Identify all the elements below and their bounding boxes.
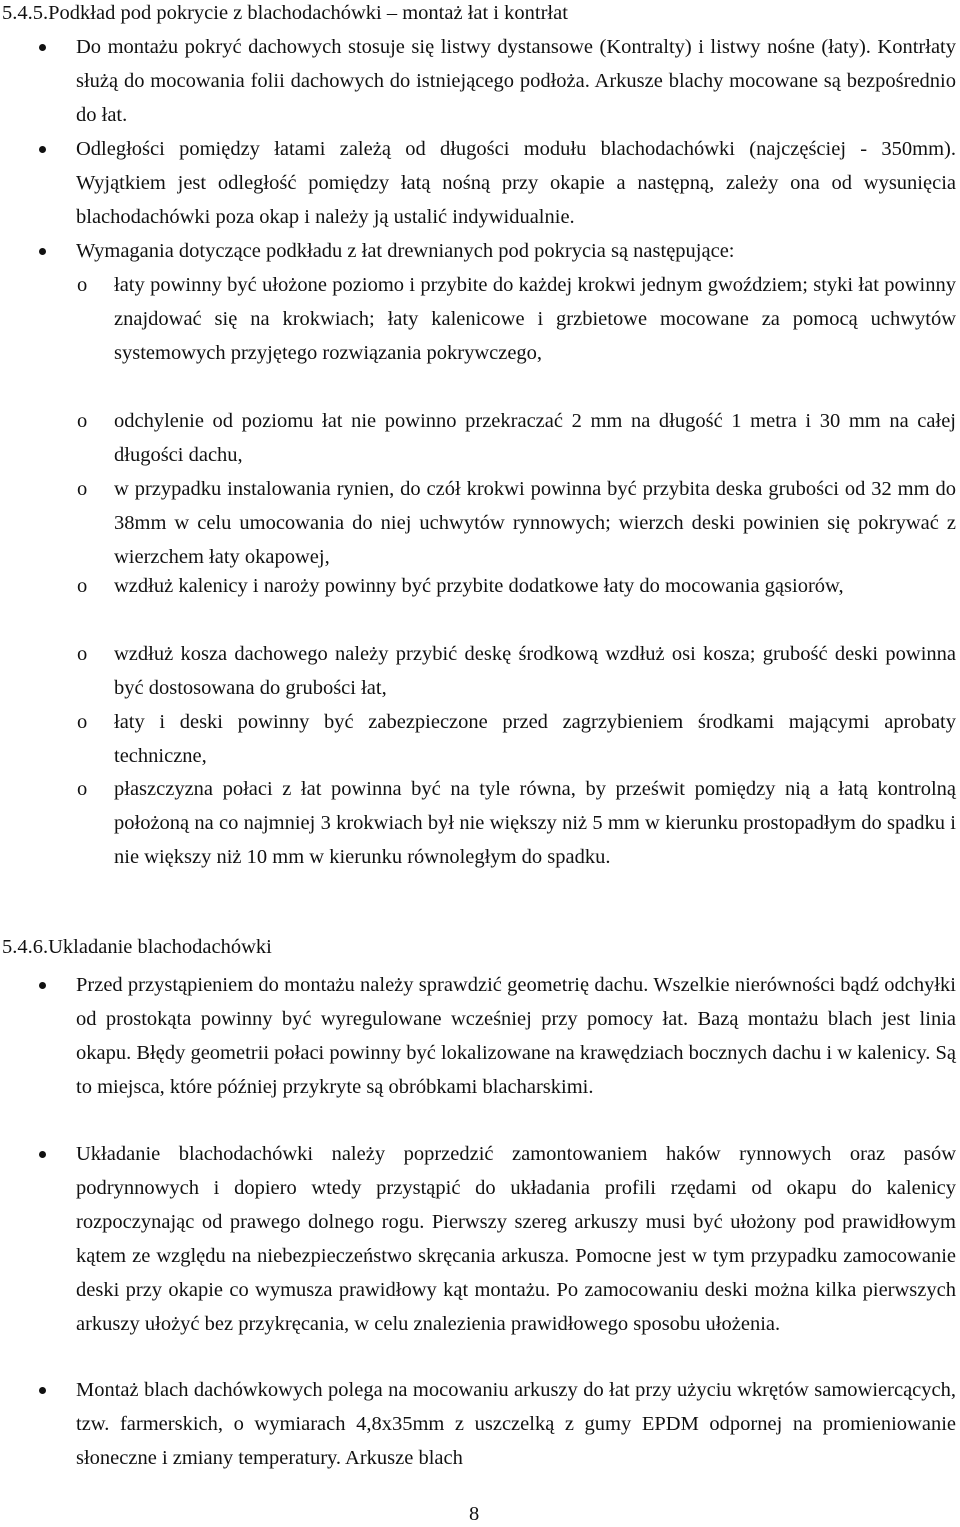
sub-list-item [77,637,956,705]
sub-list-text: odchylenie od poziomu łat nie powinno przekraczać 2 mm na długość 1 metra i 30 mm na całej długości dachu, [114,410,956,466]
sub-list-text: wzdłuż kosza dachowego należy przybić deskę środkową wzdłuż osi kosza; grubość deski powinna być dostosowana do grubości łat, [114,643,956,699]
bullet-dot-icon [39,1387,46,1394]
bullet-dot-icon [39,1151,46,1158]
bullet-dot-icon [39,982,46,989]
bullet-dot-icon [39,44,46,51]
section-heading-5-4-6: 5.4.6.Ukladanie blachodachówki [2,936,272,958]
bullet-paragraph [76,1373,956,1475]
sub-list-marker: o [77,274,88,296]
bullet-paragraph [76,234,956,268]
sub-list-text: wzdłuż kalenicy i naroży powinny być przybite dodatkowe łaty do mocowania gąsiorów, [114,575,844,597]
sub-list-marker: o [77,410,88,432]
sub-list-text: łaty powinny być ułożone poziomo i przybite do każdej krokwi jednym gwoździem; styki łat powinny znajdować się na krokwiach; łaty kalenicowe i grzbietowe mocowane za pomocą uchwytów systemowych przyjętego rozwiązania pokrywczego, [114,274,956,364]
bullet-text: Przed przystąpieniem do montażu należy sprawdzić geometrię dachu. Wszelkie nierówności bądź odchyłki od prostokąta powinny być wyregulowane wcześniej przy pomocy łat. Bazą montażu blach jest linia okapu. Błędy geometrii połaci powinny być lokalizowane na krawędziach bocznych dachu i w kalenicy. Są to miejsca, które później przykryte są obróbkami blacharskimi. [76,974,956,1098]
bullet-paragraph [76,968,956,1104]
bullet-paragraph [76,1137,956,1341]
bullet-text: Odległości pomiędzy łatami zależą od długości modułu blachodachówki (najczęściej - 350mm). Wyjątkiem jest odległość pomiędzy łatą nośną przy okapie a następną, zależy ona od wysunięcia blachodachówki poza okap i należy ją ustalić indywidualnie. [76,138,956,228]
sub-list-item [77,472,956,574]
sub-list-text: płaszczyzna połaci z łat powinna być na tyle równa, by prześwit pomiędzy nią a łatą kontrolną położoną na co najmniej 3 krokwiach był nie większy niż 5 mm w kierunku prostopadłym do spadku i nie większy niż 10 mm w kierunku równoległym do spadku. [114,778,956,868]
bullet-dot-icon [39,248,46,255]
bullet-paragraph [76,30,956,132]
page-number: 8 [469,1503,480,1525]
sub-list-marker: o [77,778,88,800]
sub-list-marker: o [77,643,88,665]
sub-list-text: łaty i deski powinny być zabezpieczone przed zagrzybieniem środkami mającymi aprobaty techniczne, [114,711,956,767]
bullet-text: Układanie blachodachówki należy poprzedzić zamontowaniem haków rynnowych oraz pasów podrynnowych i dopiero wtedy przystąpić do układania profili rzędami od okapu do kalenicy rozpoczynając od prawego dolnego rogu. Pierwszy szereg arkuszy musi być ułożony pod prawidłowym kątem ze względu na niebezpieczeństwo skręcania arkusza. Pomocne jest w tym przypadku zamocowanie deski przy okapie co wymusza prawidłowy kąt montażu. Po zamocowaniu deski można kilka pierwszych arkuszy ułożyć bez przykręcania, w celu znalezienia prawidłowego sposobu ułożenia. [76,1143,956,1335]
section-heading-5-4-5: 5.4.5.Podkład pod pokrycie z blachodachówki – montaż łat i kontrłat [2,2,568,24]
bullet-text: Montaż blach dachówkowych polega na mocowaniu arkuszy do łat przy użyciu wkrętów samowiercących, tzw. farmerskich, o wymiarach 4,8x35mm z uszczelką z gumy EPDM odpornej na promieniowanie słoneczne i zmiany temperatury. Arkusze blach [76,1379,956,1469]
sub-list-marker: o [77,478,88,500]
sub-list-text: w przypadku instalowania rynien, do czół krokwi powinna być przybita deska grubości od 32 mm do 38mm w celu umocowania do niej uchwytów rynnowych; wierzch deski powinien się pokrywać z wierzchem łaty okapowej, [114,478,956,568]
bullet-text: Wymagania dotyczące podkładu z łat drewnianych pod pokrycia są następujące: [76,240,735,262]
sub-list-item [77,705,956,773]
sub-list-marker: o [77,575,88,597]
bullet-dot-icon [39,146,46,153]
sub-list-marker: o [77,711,88,733]
bullet-paragraph [76,132,956,234]
sub-list-item [77,404,956,472]
sub-list-item [77,772,956,874]
sub-list-item [77,268,956,370]
sub-list-item [77,569,956,603]
bullet-text: Do montażu pokryć dachowych stosuje się listwy dystansowe (Kontralty) i listwy nośne (łaty). Kontrłaty służą do mocowania folii dachowych do istniejącego podłoża. Arkusze blachy mocowane są bezpośrednio do łat. [76,36,956,126]
